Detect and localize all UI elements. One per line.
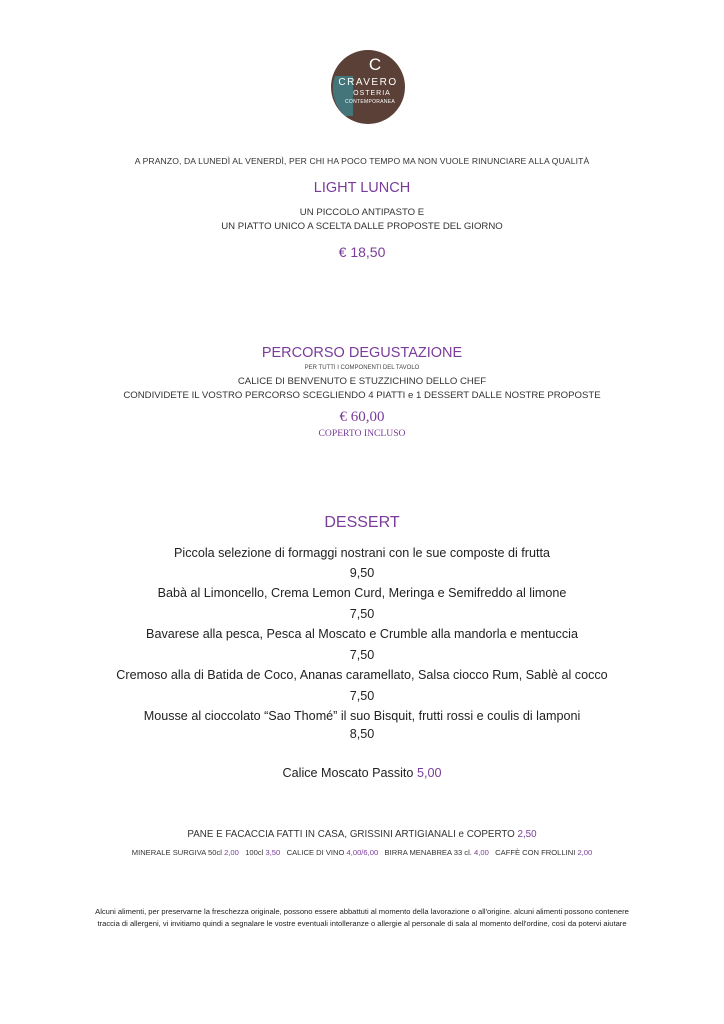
drink-label: BIRRA MENABREA 33 cl.: [384, 848, 472, 857]
drink-label: MINERALE SURGIVA 50cl: [131, 848, 222, 857]
light-lunch-price: € 18,50: [338, 244, 386, 260]
drink-label: CALICE DI VINO: [286, 848, 345, 857]
dessert-item-name: Mousse al cioccolato “Sao Thomé” il suo Bisquit, frutti rossi e coulis di lamponi: [143, 709, 581, 723]
light-lunch-title: LIGHT LUNCH: [313, 180, 411, 196]
logo-letter: C: [368, 55, 382, 74]
light-lunch-line2: UN PIATTO UNICO A SCELTA DALLE PROPOSTE DEL GIORNO: [221, 221, 503, 232]
dessert-item-name: Babà al Limoncello, Crema Lemon Curd, Meringa e Semifreddo al limone: [157, 586, 567, 600]
drink-price: 3,50: [265, 848, 281, 857]
drink-price: 2,00: [224, 848, 239, 857]
percorso-line2: CONDIVIDETE IL VOSTRO PERCORSO SCEGLIENDO 4 PIATTI e 1 DESSERT DALLE NOSTRE PROPOSTE: [123, 390, 601, 401]
allergen-notice-line1: Alcuni alimenti, per preservarne la freschezza originale, possono essere abbattuti al momento della lavorazione o all'origine. alcuni alimenti possono contenere: [95, 907, 629, 916]
percorso-subtitle: PER TUTTI I COMPONENTI DEL TAVOLO: [304, 365, 420, 371]
dessert-item-name: Piccola selezione di formaggi nostrani con le sue composte di frutta: [174, 546, 550, 560]
percorso-title: PERCORSO DEGUSTAZIONE: [261, 345, 463, 361]
logo-badge: [331, 50, 405, 124]
dessert-item-price: 7,50: [349, 607, 375, 621]
percorso-note: COPERTO INCLUSO: [318, 428, 406, 439]
dessert-item-price: 7,50: [349, 648, 375, 662]
drink-price: 2,00: [577, 848, 593, 857]
dessert-item-name: Cremoso alla di Batida de Coco, Ananas caramellato, Salsa ciocco Rum, Sablè al cocco: [116, 668, 608, 682]
percorso-line1: CALICE DI BENVENUTO E STUZZICHINO DELLO CHEF: [237, 376, 487, 387]
restaurant-logo: [331, 50, 405, 124]
dessert-title: DESSERT: [324, 514, 400, 531]
logo-name: CRAVERO: [338, 77, 398, 88]
dessert-item-price: 8,50: [349, 727, 375, 741]
dessert-item-price: 7,50: [349, 689, 375, 703]
dessert-item-name: Bavarese alla pesca, Pesca al Moscato e Crumble alla mandorla e mentuccia: [146, 627, 578, 641]
drink-price: 4,00/6,00: [346, 848, 379, 857]
drink-price: 4,00: [474, 848, 489, 857]
percorso-price: € 60,00: [339, 409, 385, 425]
allergen-notice-line2: traccia di allergeni, vi invitiamo quindi a segnalare le vostre eventuali intolleranze o allergie al personale di sala al momento dell'ordine, così da potervi aiutare: [97, 919, 627, 928]
allergen-notice: [0, 906, 724, 930]
calice-moscato-line: [0, 766, 724, 780]
pane-label: PANE E FACACCIA FATTI IN CASA, GRISSINI ARTIGIANALI e COPERTO: [187, 829, 515, 840]
drinks-line: [0, 848, 724, 857]
pane-price: 2,50: [517, 829, 537, 840]
logo-line2: OSTERIA: [353, 90, 391, 97]
calice-price: 5,00: [416, 766, 442, 780]
drink-label: 100cl: [245, 848, 264, 857]
tagline: A PRANZO, DA LUNEDÌ AL VENERDÌ, PER CHI HA POCO TEMPO MA NON VUOLE RINUNCIARE ALLA QUALITÀ: [134, 156, 590, 166]
logo-line3: CONTEMPORANEA: [344, 99, 396, 105]
dessert-item-price: 9,50: [349, 566, 375, 580]
calice-label: Calice Moscato Passito: [282, 766, 414, 780]
pane-coperto-line: [0, 829, 724, 840]
drink-label: CAFFÈ CON FROLLINI: [495, 848, 576, 857]
light-lunch-line1: UN PICCOLO ANTIPASTO E: [299, 207, 425, 218]
